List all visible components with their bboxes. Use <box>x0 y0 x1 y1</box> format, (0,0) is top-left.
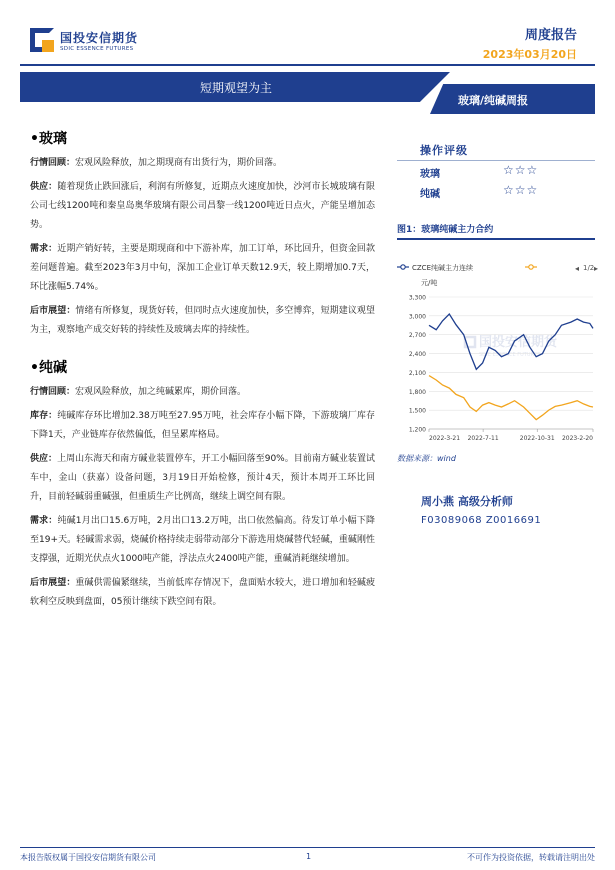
glass-trade <box>30 154 375 173</box>
x-tick-label: 2023-2-20 <box>561 435 593 442</box>
chart-legend <box>397 263 537 272</box>
legend-pager: 1/2 <box>583 264 595 272</box>
watermark-text: 国投安信期货 <box>479 335 558 350</box>
glass-outlook <box>30 302 375 340</box>
rating-soda-name: 纯碱 <box>420 189 440 200</box>
glass-supply-label: 供应： <box>30 182 58 192</box>
footer-divider <box>20 847 595 848</box>
y-tick-label: 2,700 <box>408 332 426 340</box>
figure-source: 数据来源：wind <box>397 454 456 463</box>
soda-supply-text: 上周山东海天和南方碱业装置停车，开工小幅回落至90%。目前南方碱业装置试车中，金山（获嘉）设备问题，3月19日开始检修，预计4天，预计本周开工环比回升，目前轻碱弱重碱强，但重质生产比例高，继续上调空间有限。 <box>30 454 375 502</box>
rating-glass-stars: ☆☆☆ <box>503 163 539 177</box>
analyst-license: F03089068 Z0016691 <box>421 515 542 526</box>
soda-heading: •纯碱 <box>30 360 67 376</box>
y-tick-label: 2,100 <box>408 369 426 377</box>
legend-next-icon[interactable]: ▸ <box>593 264 598 273</box>
y-tick-label: 1,200 <box>408 426 426 434</box>
report-date: 2023年03月20日 <box>482 48 577 61</box>
rating-soda-stars: ☆☆☆ <box>503 183 539 197</box>
soda-inventory <box>30 407 375 445</box>
soda-trade <box>30 383 375 402</box>
company-logo <box>30 28 138 52</box>
legend-marker <box>401 265 405 269</box>
logo-name-cn: 国投安信期货 <box>60 30 139 45</box>
glass-supply-text: 随着现货止跌回涨后，利润有所修复，近期点火速度加快，沙河市长城玻璃有限公司七线1200吨和秦皇岛奥华玻璃有限公司昌黎一线1200吨近日点火，产能呈增加态势。 <box>30 182 375 230</box>
soda-demand-text: 纯碱1月出口15.6万吨，2月出口13.2万吨，出口依然偏高。待发订单小幅下降至19+天。轻碱需求弱，烧碱价格持续走弱带动部分下游选用烧碱替代轻碱，重碱刚性支撑强，近期光伏点火1000吨产能，浮法点火2400吨产能，重碱消耗继续增加。 <box>30 516 375 564</box>
report-type: 周度报告 <box>524 28 577 43</box>
glass-demand-text: 近期产销好转，主要是期现商和中下游补库，加工订单，环比回升，但资金回款差问题普遍。截至2023年3月中旬，深加工企业订单天数12.9天，较上期增加0.7天，环比涨幅5.74%。 <box>30 244 375 292</box>
glass-demand-label: 需求： <box>30 244 58 254</box>
y-tick-label: 1,500 <box>408 407 426 415</box>
soda-outlook-text: 重碱供需偏紧继续，当前低库存情况下，盘面贴水较大，进口增加和轻碱疲软利空反映到盘面，05预计继续下跌空间有限。 <box>30 578 375 607</box>
glass-supply <box>30 178 375 235</box>
rating-title: 操作评级 <box>420 144 468 157</box>
analyst-name: 周小燕 高级分析师 <box>421 495 513 508</box>
legend-label: CZCE纯碱主力连续 <box>412 264 473 272</box>
y-unit-label: 元/吨 <box>421 279 438 287</box>
legend-marker <box>529 265 533 269</box>
soda-trade-label: 行情回顾： <box>30 387 76 397</box>
x-axis <box>429 429 593 442</box>
logo-mark-icon <box>30 28 54 52</box>
soda-outlook <box>30 574 375 612</box>
x-tick-label: 2022-3-21 <box>429 435 461 442</box>
x-tick-label: 2022-7-11 <box>467 435 499 442</box>
main-content <box>30 128 375 617</box>
soda-trade-text: 宏观风险释放，加之纯碱累库，期价回落。 <box>75 387 247 397</box>
soda-outlook-label: 后市展望： <box>30 578 76 588</box>
y-tick-label: 3,300 <box>408 294 426 302</box>
glass-heading: •玻璃 <box>30 131 67 147</box>
soda-supply-label: 供应： <box>30 454 58 464</box>
glass-trade-text: 宏观风险释放，加之期现商有出货行为，期价回落。 <box>75 158 283 168</box>
soda-inventory-label: 库存： <box>30 411 58 421</box>
soda-supply <box>30 450 375 507</box>
page-number: 1 <box>306 852 312 861</box>
logo-name-en: SDIC ESSENCE FUTURES <box>60 45 134 52</box>
footer-disclaimer: 不可作为投资依据，转载请注明出处 <box>467 853 595 862</box>
chart-series <box>429 314 593 420</box>
y-tick-label: 3,000 <box>408 313 426 321</box>
header-divider <box>20 64 595 66</box>
glass-series-line <box>429 376 593 420</box>
y-tick-label: 1,800 <box>408 388 426 396</box>
price-line-chart <box>395 257 600 447</box>
y-tick-label: 2,400 <box>408 351 426 359</box>
soda-inventory-text: 纯碱库存环比增加2.38万吨至27.95万吨，社会库存小幅下降，下游玻璃厂库存下降1天，产业链库存依然偏低，但呈累库格局。 <box>30 411 375 440</box>
glass-outlook-label: 后市展望： <box>30 306 76 316</box>
x-tick-label: 2022-10-31 <box>519 435 555 442</box>
glass-outlook-text: 情绪有所修复，现货好转，但同时点火速度加快，多空博弈，短期建议观望为主，观察地产成交好转的持续性及玻璃去库的持续性。 <box>30 306 375 335</box>
legend-prev-icon[interactable]: ◂ <box>575 264 580 273</box>
soda-demand <box>30 512 375 569</box>
chart-grid <box>429 297 593 429</box>
footer-copyright: 本报告版权属于国投安信期货有限公司 <box>20 853 156 862</box>
rating-divider <box>397 160 595 161</box>
soda-demand-label: 需求： <box>30 516 58 526</box>
y-axis <box>409 295 426 434</box>
glass-demand <box>30 240 375 297</box>
figure-divider <box>397 238 595 240</box>
rating-glass-name: 玻璃 <box>420 169 440 180</box>
report-title: 短期观望为主 <box>200 81 273 95</box>
glass-trade-label: 行情回顾： <box>30 158 76 168</box>
watermark-subtext: SDIC ESSENCE FUTURES <box>479 352 541 358</box>
series-title: 玻璃/纯碱周报 <box>458 94 529 107</box>
figure-title: 图1：玻璃纯碱主力合约 <box>397 225 494 235</box>
